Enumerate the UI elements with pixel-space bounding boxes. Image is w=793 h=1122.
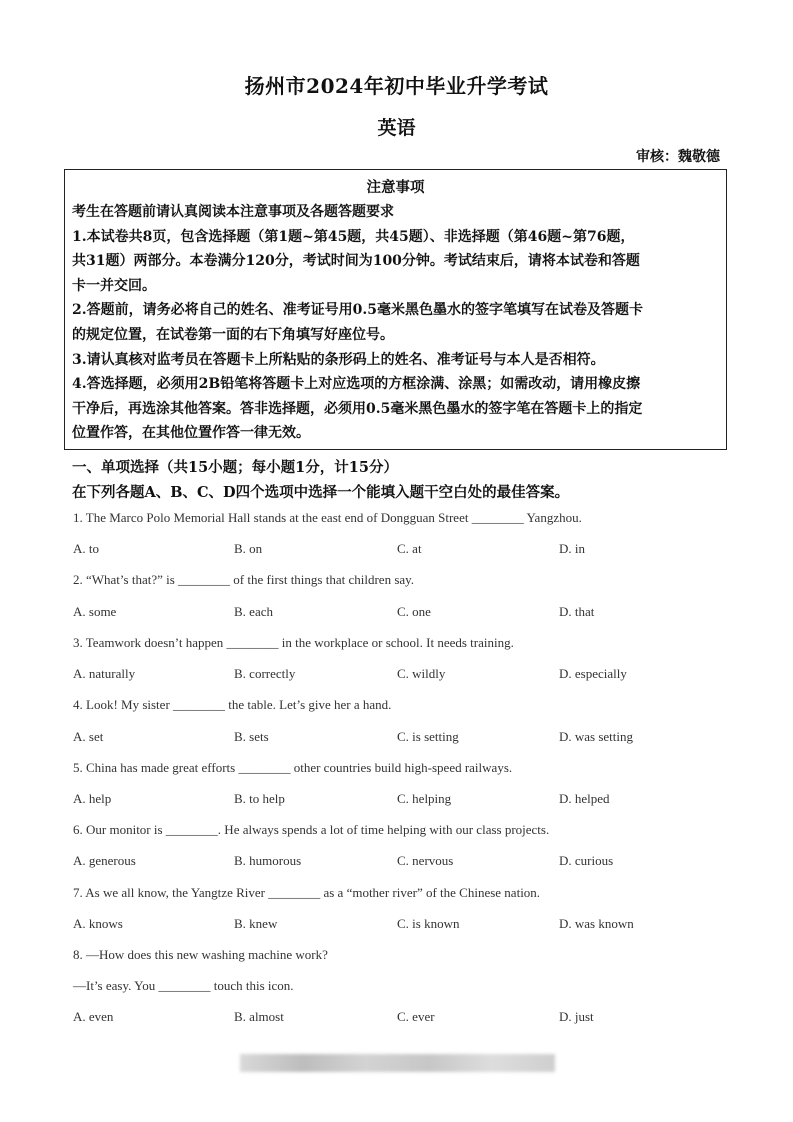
option-b[interactable]: B. humorous <box>234 853 302 868</box>
question-stem: 3. Teamwork doesn’t happen ________ in the workplace or school. It needs training. <box>73 635 514 650</box>
option-b[interactable]: B. knew <box>234 916 278 931</box>
option-a[interactable]: A. even <box>73 1009 114 1024</box>
notice-line: 3.请认真核对监考员在答题卡上所粘贴的条形码上的姓名、准考证号与本人是否相符。 <box>72 351 605 368</box>
option-c[interactable]: C. helping <box>397 791 452 806</box>
notice-line: 位置作答，在其他位置作答一律无效。 <box>72 425 310 442</box>
option-a[interactable]: A. some <box>73 604 117 619</box>
question-stem: 8. —How does this new washing machine work? <box>73 947 328 962</box>
option-d[interactable]: D. that <box>559 604 595 619</box>
notice-title: 注意事项 <box>366 179 425 196</box>
option-d[interactable]: D. in <box>559 541 585 556</box>
option-b[interactable]: B. almost <box>234 1009 284 1024</box>
option-c[interactable]: C. one <box>397 604 431 619</box>
option-b[interactable]: B. on <box>234 541 263 556</box>
option-a[interactable]: A. help <box>73 791 112 806</box>
option-c[interactable]: C. is setting <box>397 729 459 744</box>
option-a[interactable]: A. generous <box>73 853 136 868</box>
option-b[interactable]: B. correctly <box>234 666 296 681</box>
option-d[interactable]: D. curious <box>559 853 614 868</box>
notice-line: 干净后，再选涂其他答案。答非选择题，必须用0.5毫米黑色墨水的签字笔在答题卡上的指定 <box>72 400 643 417</box>
question-stem: 6. Our monitor is ________. He always spends a lot of time helping with our class projects. <box>73 822 550 837</box>
option-d[interactable]: D. especially <box>559 666 627 681</box>
question-stem: 5. China has made great efforts ________ other countries build high-speed railways. <box>73 760 513 775</box>
notice-line: 卡一并交回。 <box>72 277 156 294</box>
option-d[interactable]: D. was known <box>559 916 634 931</box>
option-c[interactable]: C. at <box>397 541 422 556</box>
option-d[interactable]: D. was setting <box>559 729 634 744</box>
notice-line: 2.答题前，请务必将自己的姓名、准考证号用0.5毫米黑色墨水的签字笔填写在试卷及答题卡 <box>72 302 643 319</box>
notice-line: 共31题）两部分。本卷满分120分，考试时间为100分钟。考试结束后，请将本试卷和答题 <box>72 253 640 270</box>
subject-title: 英语 <box>377 117 416 139</box>
option-b[interactable]: B. to help <box>234 791 285 806</box>
option-a[interactable]: A. naturally <box>73 666 136 681</box>
option-c[interactable]: C. wildly <box>397 666 446 681</box>
question-stem: 4. Look! My sister ________ the table. Let’s give her a hand. <box>73 697 392 712</box>
option-b[interactable]: B. sets <box>234 729 269 744</box>
option-c[interactable]: C. nervous <box>397 853 454 868</box>
notice-line: 考生在答题前请认真阅读本注意事项及各题答题要求 <box>72 204 394 220</box>
question-stem: 2. “What’s that?” is ________ of the first things that children say. <box>73 572 415 587</box>
notice-line: 4.答选择题，必须用2B铅笔将答题卡上对应选项的方框涂满、涂黑；如需改动，请用橡皮擦 <box>72 376 641 393</box>
notice-box <box>64 169 727 450</box>
option-d[interactable]: D. helped <box>559 791 610 806</box>
question-stem: 7. As we all know, the Yangtze River ________ as a “mother river” of the Chinese nation. <box>73 885 541 900</box>
blurred-footer <box>240 1054 555 1072</box>
option-b[interactable]: B. each <box>234 604 273 619</box>
question-stem: 1. The Marco Polo Memorial Hall stands at the east end of Dongguan Street ________ Yangzhou. <box>73 510 582 525</box>
reviewer-line: 审核：魏敬德 <box>636 149 720 165</box>
section-title: 一、单项选择（共15小题；每小题1分，计15分） <box>72 459 398 476</box>
option-a[interactable]: A. knows <box>73 916 123 931</box>
question-stem-reply: —It’s easy. You ________ touch this icon. <box>73 978 294 993</box>
option-d[interactable]: D. just <box>559 1009 594 1024</box>
notice-line: 1.本试卷共8页，包含选择题（第1题~第45题，共45题）、非选择题（第46题~第76题， <box>72 228 635 245</box>
section-instruction: 在下列各题A、B、C、D四个选项中选择一个能填入题干空白处的最佳答案。 <box>72 484 570 501</box>
option-c[interactable]: C. ever <box>397 1009 435 1024</box>
option-a[interactable]: A. set <box>73 729 104 744</box>
notice-line: 的规定位置，在试卷第一面的右下角填写好座位号。 <box>72 326 394 343</box>
option-c[interactable]: C. is known <box>397 916 460 931</box>
option-a[interactable]: A. to <box>73 541 99 556</box>
exam-title: 扬州市2024年初中毕业升学考试 <box>244 74 549 98</box>
